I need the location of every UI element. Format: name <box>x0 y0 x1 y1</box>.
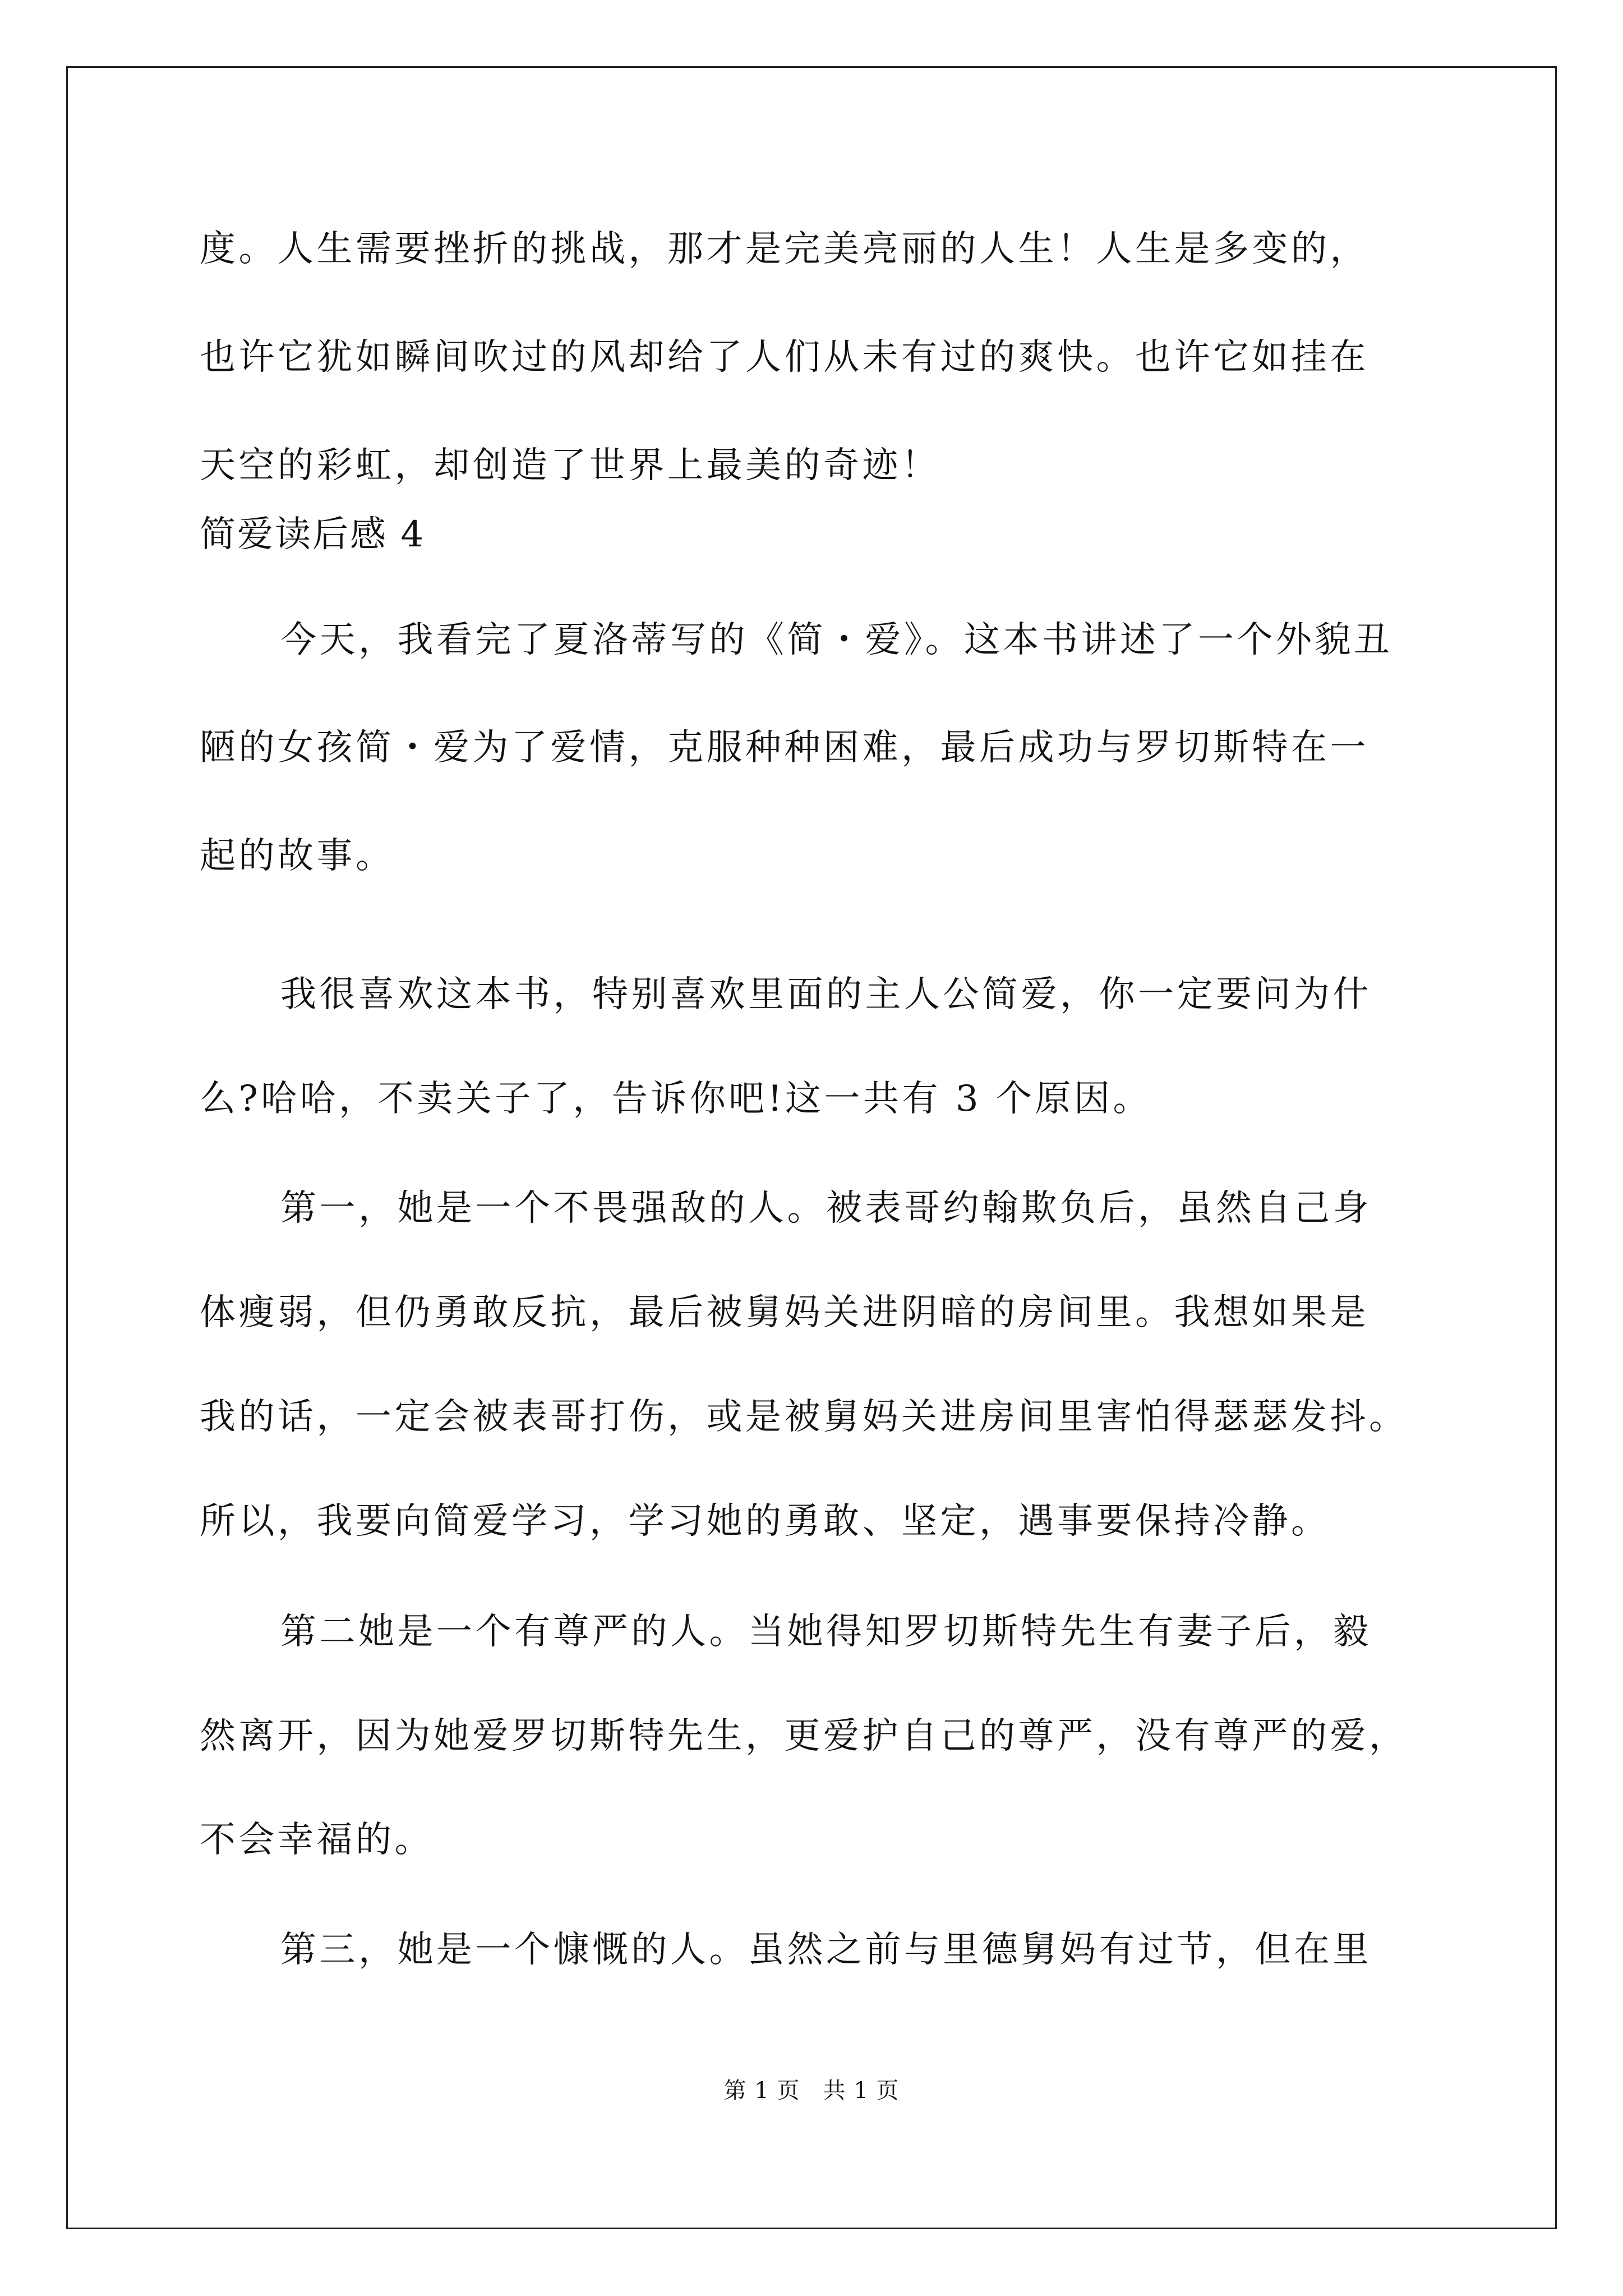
text-line: 么?哈哈，不卖关子了，告诉你吧!这一共有 3 个原因。 <box>200 1078 1152 1120</box>
text-line: 陋的女孩简・爱为了爱情，克服种种困难，最后成功与罗切斯特在一 <box>200 727 1369 769</box>
text-line: 所以，我要向简爱学习，学习她的勇敢、坚定，遇事要保持冷静。 <box>200 1501 1330 1542</box>
text-line: 度。人生需要挫折的挑战，那才是完美亮丽的人生！人生是多变的， <box>200 228 1369 270</box>
text-line: 然离开，因为她爱罗切斯特先生，更爱护自己的尊严，没有尊严的爱， <box>200 1715 1408 1757</box>
text-line: 第二她是一个有尊严的人。当她得知罗切斯特先生有妻子后，毅 <box>280 1611 1372 1653</box>
text-line: 第一，她是一个不畏强敌的人。被表哥约翰欺负后，虽然自己身 <box>280 1188 1372 1229</box>
text-line: 不会幸福的。 <box>200 1819 434 1861</box>
text-line: 第三，她是一个慷慨的人。虽然之前与里德舅妈有过节，但在里 <box>280 1929 1372 1971</box>
text-line: 天空的彩虹，却创造了世界上最美的奇迹！ <box>200 445 940 486</box>
page-footer: 第 1 页 共 1 页 <box>723 2078 900 2104</box>
text-line: 体瘦弱，但仍勇敢反抗，最后被舅妈关进阴暗的房间里。我想如果是 <box>200 1292 1369 1333</box>
text-line: 我很喜欢这本书，特别喜欢里面的主人公简爱，你一定要问为什 <box>280 974 1372 1015</box>
page-border <box>66 66 1557 2229</box>
text-line: 今天，我看完了夏洛蒂写的《简・爱》。这本书讲述了一个外貌丑 <box>280 619 1393 661</box>
text-line: 起的故事。 <box>200 835 395 877</box>
section-heading: 简爱读后感 4 <box>200 514 426 555</box>
text-line: 我的话，一定会被表哥打伤，或是被舅妈关进房间里害怕得瑟瑟发抖。 <box>200 1396 1408 1438</box>
text-line: 也许它犹如瞬间吹过的风却给了人们从未有过的爽快。也许它如挂在 <box>200 337 1369 378</box>
